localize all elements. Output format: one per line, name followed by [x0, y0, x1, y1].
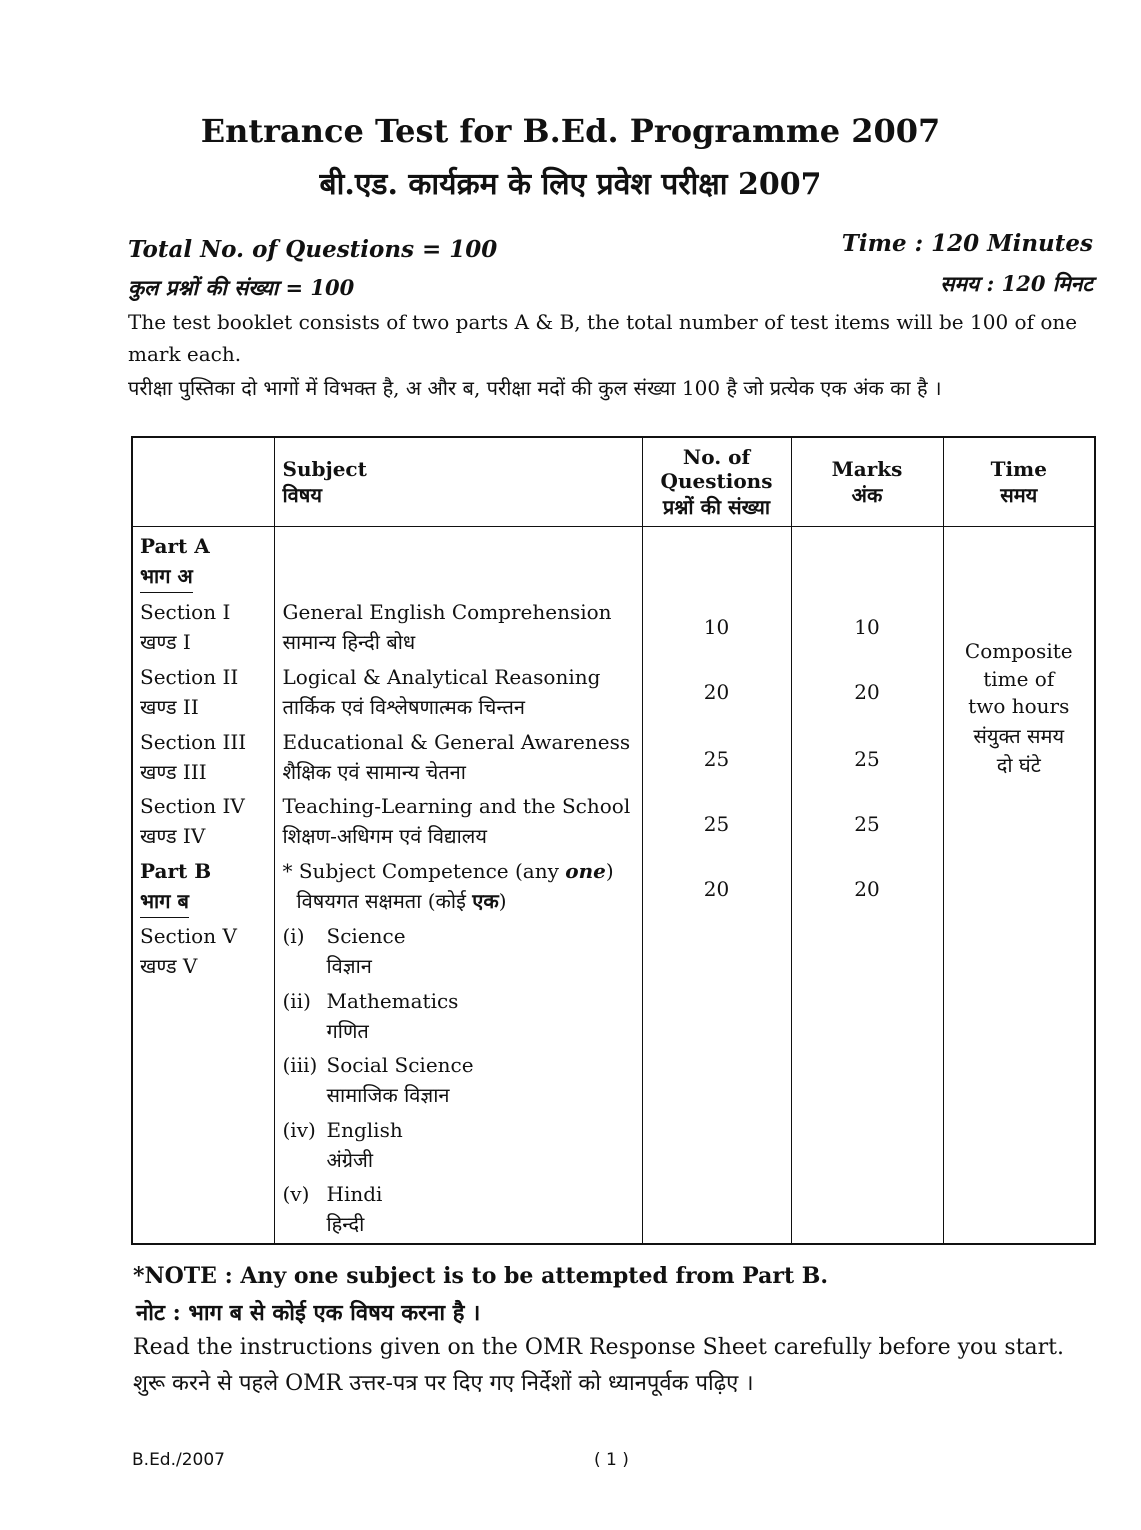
marks-3: 25	[854, 747, 880, 771]
header-marks-en: Marks	[831, 456, 903, 481]
marks-4: 25	[854, 812, 880, 836]
time-hi: समय : 120 मिनट	[940, 271, 1093, 296]
subject-3-hi: शैक्षिक एवं सामान्य चेतना	[282, 760, 466, 784]
header-time-en: Time	[990, 456, 1047, 481]
intro-hindi: परीक्षा पुस्तिका दो भागों में विभक्त है, अ और ब, परीक्षा मदों की कुल संख्या 100 है जो प्रत्येक एक अंक का है ।	[128, 376, 942, 400]
table-body-row	[132, 527, 1095, 1245]
composite-time-hi-2: दो घंटे	[996, 753, 1041, 777]
note-english: *NOTE : Any one subject is to be attempted from Part B.	[133, 1263, 829, 1289]
subject-4: Teaching-Learning and the School	[282, 794, 631, 818]
header-subject-en: Subject	[282, 456, 367, 481]
section-1-hi: खण्ड I	[140, 630, 191, 654]
header-subject-hi: विषय	[282, 482, 322, 507]
total-questions-hi: कुल प्रश्नों की संख्या = 100	[128, 275, 355, 300]
total-questions-en: Total No. of Questions = 100	[128, 236, 498, 263]
title-hindi: बी.एड. कार्यक्रम के लिए प्रवेश परीक्षा 2007	[319, 167, 822, 202]
page-number: ( 1 )	[594, 1450, 629, 1470]
marks-1: 10	[854, 615, 880, 639]
header-time-hi: समय	[1000, 482, 1038, 507]
read-instructions-en: Read the instructions given on the OMR Response Sheet carefully before you start.	[133, 1335, 1065, 1360]
section-2-hi: खण्ड II	[140, 695, 199, 719]
composite-time-2: time of	[983, 667, 1055, 691]
header-questions-hi: प्रश्नों की संख्या	[662, 494, 771, 519]
time-en: Time : 120 Minutes	[841, 230, 1093, 257]
option-social-science: (iii) Social Science	[282, 1053, 474, 1077]
header-questions-en2: Questions	[660, 468, 773, 493]
section-2: Section II	[140, 665, 239, 689]
option-english: (iv) English	[282, 1118, 403, 1142]
composite-time-1: Composite	[964, 639, 1073, 663]
part-b-label: Part B	[140, 859, 212, 883]
header-marks	[791, 437, 943, 527]
questions-5: 20	[703, 877, 730, 901]
questions-4: 25	[703, 812, 730, 836]
time-column	[943, 527, 1095, 1245]
header-questions	[642, 437, 791, 527]
section-4-hi: खण्ड IV	[140, 824, 206, 848]
subject-1: General English Comprehension	[282, 600, 612, 624]
option-hindi-hi: हिन्दी	[326, 1212, 365, 1236]
section-5-hi: खण्ड V	[140, 954, 198, 978]
option-mathematics-hi: गणित	[326, 1019, 369, 1043]
questions-2: 20	[703, 680, 730, 704]
section-1: Section I	[140, 600, 231, 624]
header-questions-en1: No. of	[682, 444, 751, 469]
header-section	[132, 437, 274, 527]
subject-2-hi: तार्किक एवं विश्लेषणात्मक चिन्तन	[282, 695, 526, 719]
subject-competence: * Subject Competence (any one)	[282, 859, 614, 883]
composite-time-3: two hours	[968, 694, 1070, 718]
marks-5: 20	[854, 877, 880, 901]
section-3: Section III	[140, 730, 247, 754]
subject-1-hi: सामान्य हिन्दी बोध	[282, 630, 416, 654]
section-5: Section V	[140, 924, 237, 948]
section-4: Section IV	[140, 794, 245, 818]
subject-competence-hi: विषयगत सक्षमता (कोई एक)	[296, 889, 507, 913]
subject-4-hi: शिक्षण-अधिगम एवं विद्यालय	[282, 824, 487, 848]
subject-column	[274, 527, 642, 1245]
section-column	[132, 527, 274, 1245]
option-social-science-hi: सामाजिक विज्ञान	[326, 1083, 450, 1107]
option-science: (i) Science	[282, 924, 406, 948]
marks-column	[791, 527, 943, 1245]
exam-structure-table	[131, 436, 1096, 1245]
section-3-hi: खण्ड III	[140, 760, 207, 784]
marks-2: 20	[854, 680, 880, 704]
questions-1: 10	[703, 615, 730, 639]
subject-3: Educational & General Awareness	[282, 730, 631, 754]
header-time	[943, 437, 1095, 527]
part-b-label-hi: भाग ब	[140, 886, 189, 918]
note-hindi: नोट : भाग ब से कोई एक विषय करना है ।	[136, 1300, 481, 1326]
header-marks-hi: अंक	[851, 482, 883, 507]
read-instructions-hi: शुरू करने से पहले OMR उत्तर-पत्र पर दिए गए निर्देशों को ध्यानपूर्वक पढ़िए ।	[133, 1371, 754, 1396]
option-english-hi: अंग्रेजी	[326, 1148, 374, 1172]
questions-3: 25	[703, 747, 730, 771]
part-a-label-hi: भाग अ	[140, 561, 193, 593]
questions-column	[642, 527, 791, 1245]
part-a-label: Part A	[140, 534, 210, 558]
option-mathematics: (ii) Mathematics	[282, 989, 459, 1013]
composite-time-hi-1: संयुक्त समय	[973, 724, 1065, 748]
footer-code: B.Ed./2007	[132, 1450, 225, 1470]
table-header-row	[132, 437, 1095, 527]
option-hindi: (v) Hindi	[282, 1182, 383, 1206]
intro-english: The test booklet consists of two parts A & B, the total number of test items will be 100 of one mark each.	[128, 310, 1078, 366]
header-subject	[274, 437, 642, 527]
subject-2: Logical & Analytical Reasoning	[282, 665, 601, 689]
title-english: Entrance Test for B.Ed. Programme 2007	[200, 112, 941, 150]
option-science-hi: विज्ञान	[326, 954, 372, 978]
